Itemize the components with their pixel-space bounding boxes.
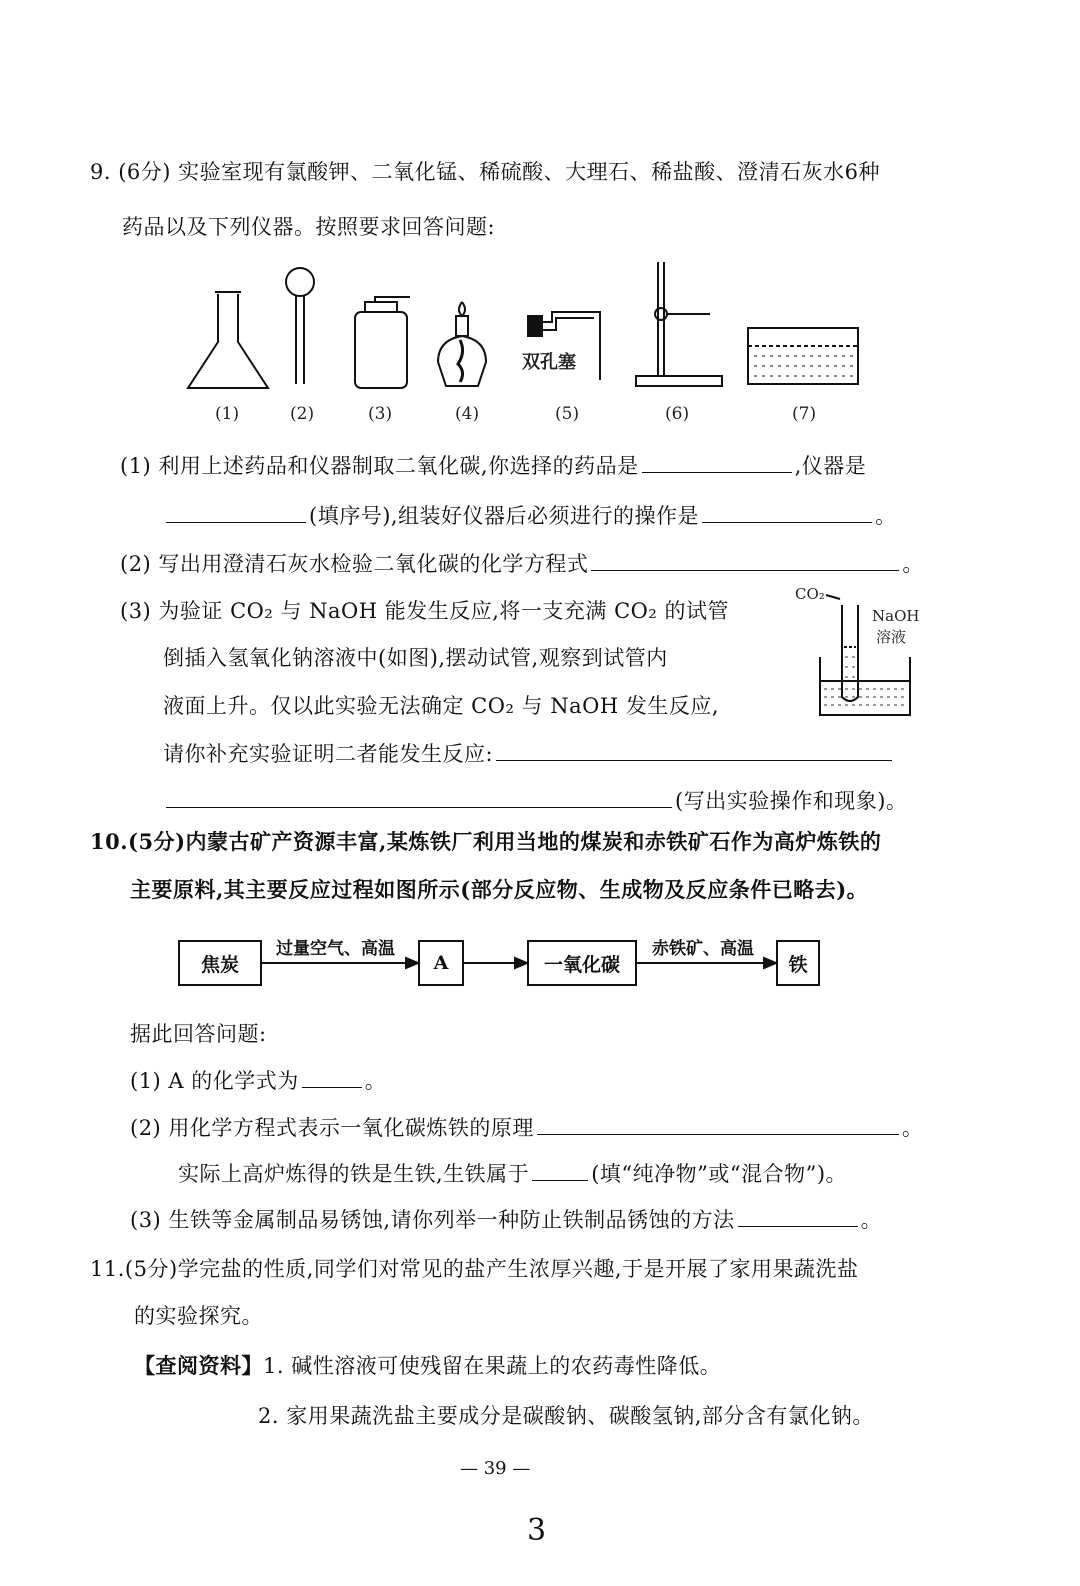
- q9-sub1-text-b: ,仪器是: [794, 454, 867, 478]
- q10-line1: 10.(5分)内蒙古矿产资源丰富,某炼铁厂利用当地的煤炭和赤铁矿石作为高炉炼铁的: [90, 829, 882, 854]
- q9-sub1-text-c: (填序号),组装好仪器后必须进行的操作是: [309, 504, 700, 528]
- q9-sub2-end: 。: [902, 552, 924, 576]
- apparatus-label-6: (6): [665, 404, 690, 424]
- flow-box-iron: 铁: [776, 940, 820, 986]
- q9-sub1-line: [120, 452, 866, 480]
- flow-arrow1-label: 过量空气、高温: [276, 939, 395, 959]
- apparatus-label-5: (5): [555, 404, 580, 424]
- q10-sub3-end: 。: [860, 1208, 883, 1232]
- q9-sub3-line2: 倒插入氢氧化钠溶液中(如图),摆动试管,观察到试管内: [163, 646, 668, 670]
- funnel-icon: [286, 268, 314, 384]
- q9-sub2-line: [120, 550, 924, 578]
- q9-sub1-text-a: (1) 利用上述药品和仪器制取二氧化碳,你选择的药品是: [120, 454, 639, 478]
- reference-tag: 【查阅资料】: [134, 1353, 263, 1378]
- answer-blank[interactable]: [738, 1206, 858, 1227]
- q9-sub3-end: (写出实验操作和现象)。: [675, 789, 908, 813]
- flow-box-a: A: [418, 940, 464, 986]
- q9-line2: 药品以及下列仪器。按照要求回答问题:: [122, 215, 496, 239]
- flow-box-coke: 焦炭: [178, 940, 262, 986]
- fig-co2-label: CO₂: [795, 585, 825, 603]
- flow-arrow3-label: 赤铁矿、高温: [652, 939, 754, 959]
- q10-sub3-line: [130, 1206, 882, 1234]
- answer-blank[interactable]: [302, 1067, 362, 1088]
- co2-naoh-figure: [790, 585, 920, 725]
- stopper-label: 双孔塞: [522, 352, 576, 373]
- answer-blank[interactable]: [532, 1160, 588, 1181]
- apparatus-label-3: (3): [368, 404, 393, 424]
- q10-sub1-line: [130, 1067, 386, 1095]
- flow-box-co: 一氧化碳: [527, 940, 637, 986]
- q9-sub3-text: 请你补充实验证明二者能发生反应:: [163, 742, 494, 766]
- q9-sub2-text: (2) 写出用澄清石灰水检验二氧化碳的化学方程式: [120, 552, 589, 576]
- q11-line2: 的实验探究。: [134, 1304, 263, 1328]
- q10-sub2-text-b: 实际上高炉炼得的铁是生铁,生铁属于: [178, 1162, 530, 1186]
- apparatus-label-1: (1): [215, 404, 240, 424]
- gas-jar-icon: [355, 297, 410, 388]
- q9-sub1-end: 。: [875, 504, 897, 528]
- apparatus-figure: [170, 252, 870, 432]
- answer-blank[interactable]: [496, 740, 892, 761]
- q9-sub3-line3: 液面上升。仅以此实验无法确定 CO₂ 与 NaOH 发生反应,: [163, 694, 720, 718]
- answer-blank[interactable]: [166, 787, 672, 808]
- q11-ref-line2: 2. 家用果蔬洗盐主要成分是碳酸钠、碳酸氢钠,部分含有氯化钠。: [258, 1404, 874, 1428]
- q9-sub1-line2: [163, 502, 897, 530]
- apparatus-label-2: (2): [290, 404, 315, 424]
- fig-naoh-label: NaOH: [872, 607, 920, 625]
- answer-blank[interactable]: [166, 502, 306, 523]
- page-number: — 39 —: [460, 1458, 531, 1479]
- answer-blank[interactable]: [591, 550, 899, 571]
- q10-sub3-text: (3) 生铁等金属制品易锈蚀,请你列举一种防止铁制品锈蚀的方法: [130, 1208, 735, 1232]
- q11-ref1: 1. 碱性溶液可使残留在果蔬上的农药毒性降低。: [263, 1354, 722, 1378]
- q9-sub3-line5: [163, 787, 907, 815]
- q10-sub2-b-end: (填“纯净物”或“混合物”)。: [591, 1162, 848, 1186]
- apparatus-label-4: (4): [455, 404, 480, 424]
- iron-stand-icon: [636, 262, 722, 386]
- q10-sub2-line: [130, 1114, 923, 1142]
- q11-ref-line1: [134, 1352, 721, 1380]
- q10-line2: 主要原料,其主要反应过程如图所示(部分反应物、生成物及反应条件已略去)。: [130, 877, 869, 902]
- q11-line1: 11.(5分)学完盐的性质,同学们对常见的盐产生浓厚兴趣,于是开展了家用果蔬洗盐: [90, 1257, 859, 1281]
- fig-solution-label: 溶液: [876, 628, 907, 646]
- q10-intro: 据此回答问题:: [130, 1022, 267, 1046]
- apparatus-label-7: (7): [792, 404, 817, 424]
- answer-blank[interactable]: [642, 452, 792, 473]
- q10-sub2-text: (2) 用化学方程式表示一氧化碳炼铁的原理: [130, 1116, 534, 1140]
- q10-sub1-text: (1) A 的化学式为: [130, 1069, 299, 1093]
- conical-flask-icon: [188, 292, 268, 388]
- water-trough-icon: [748, 328, 858, 384]
- q9-line1: 9. (6分) 实验室现有氯酸钾、二氧化锰、稀硫酸、大理石、稀盐酸、澄清石灰水6种: [90, 160, 880, 184]
- q9-sub3-line1: (3) 为验证 CO₂ 与 NaOH 能发生反应,将一支充满 CO₂ 的试管: [120, 599, 729, 623]
- answer-blank[interactable]: [702, 502, 872, 523]
- q10-sub1-end: 。: [364, 1069, 387, 1093]
- q10-sub2-end: 。: [901, 1116, 924, 1140]
- answer-blank[interactable]: [537, 1114, 899, 1135]
- alcohol-lamp-icon: [438, 302, 486, 386]
- q10-sub2-line2: [178, 1160, 847, 1188]
- q9-sub3-line4: [163, 740, 895, 768]
- sheet-number: 3: [527, 1513, 547, 1548]
